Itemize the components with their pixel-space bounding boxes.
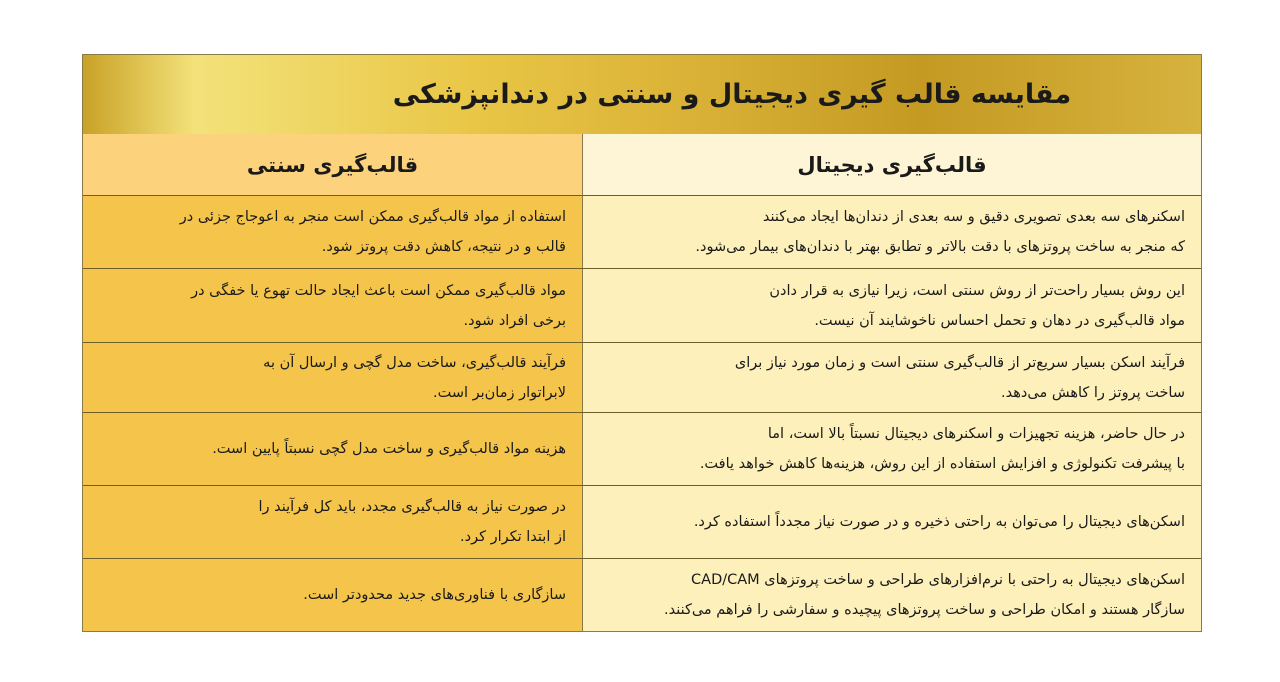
cell-traditional [83, 486, 583, 558]
cell-text: هزینه مواد قالب‌گیری و ساخت مدل گچی نسبتاً پایین است. [212, 441, 566, 457]
cell-digital [583, 559, 1201, 631]
cell-text: اسکنرهای سه بعدی تصویری دقیق و سه بعدی از دندان‌ها ایجاد می‌کنند که منجر به ساخت پروتزهای با دقت بالاتر و تطابق بهتر با دندان‌های بیمار می‌شود. [695, 209, 1185, 255]
comparison-table [82, 54, 1202, 632]
cell-digital [583, 196, 1201, 268]
cell-text: اسکن‌های دیجیتال را می‌توان به راحتی ذخیره و در صورت نیاز مجدداً استفاده کرد. [693, 514, 1185, 530]
cell-traditional [83, 269, 583, 342]
cell-text: فرآیند قالب‌گیری، ساخت مدل گچی و ارسال آن به لابراتوار زمان‌بر است. [263, 354, 566, 401]
cell-text: اسکن‌های دیجیتال به راحتی با نرم‌افزارهای طراحی و ساخت پروتزهای CAD/CAM سازگار هستند و امکان طراحی و ساخت پروتزهای پیچیده و سفارشی را فراهم می‌کنند. [663, 572, 1185, 618]
cell-text: استفاده از مواد قالب‌گیری ممکن است منجر به اعوجاج جزئی در قالب و در نتیجه، کاهش دقت پروتز شود. [179, 209, 566, 255]
table-row [83, 413, 1201, 486]
cell-text: در حال حاضر، هزینه تجهیزات و اسکنرهای دیجیتال نسبتاً بالا است، اما با پیشرفت تکنولوژی و افزایش استفاده از این روش، هزینه‌ها کاهش خواهد یافت. [699, 426, 1185, 472]
cell-text: مواد قالب‌گیری ممکن است باعث ایجاد حالت تهوع یا خفگی در برخی افراد شود. [191, 282, 566, 329]
cell-digital [583, 413, 1201, 485]
cell-digital [583, 486, 1201, 558]
table-row [83, 196, 1201, 269]
table-title: مقایسه قالب گیری دیجیتال و سنتی در دندانپزشکی [392, 79, 1072, 110]
cell-digital [583, 343, 1201, 412]
header-traditional-label: قالب‌گیری سنتی [246, 152, 419, 177]
table-row [83, 269, 1201, 343]
cell-text: فرآیند اسکن بسیار سریع‌تر از قالب‌گیری سنتی است و زمان مورد نیاز برای ساخت پروتز را کاهش می‌دهد. [734, 354, 1185, 401]
cell-text: این روش بسیار راحت‌تر از روش سنتی است، زیرا نیازی به قرار دادن مواد قالب‌گیری در دهان و تحمل احساس ناخوشایند آن نیست. [769, 282, 1185, 329]
cell-traditional [83, 343, 583, 412]
cell-traditional [83, 196, 583, 268]
cell-digital [583, 269, 1201, 342]
table-row [83, 559, 1201, 631]
table-row [83, 486, 1201, 559]
header-traditional [83, 134, 583, 196]
header-digital [583, 134, 1201, 196]
cell-text: سازگاری با فناوری‌های جدید محدودتر است. [303, 587, 566, 603]
cell-text: در صورت نیاز به قالب‌گیری مجدد، باید کل فرآیند را از ابتدا تکرار کرد. [258, 499, 566, 545]
cell-traditional [83, 559, 583, 631]
header-digital-label: قالب‌گیری دیجیتال [797, 152, 987, 177]
table-title-bar [83, 55, 1201, 135]
cell-traditional [83, 413, 583, 485]
table-row [83, 343, 1201, 413]
